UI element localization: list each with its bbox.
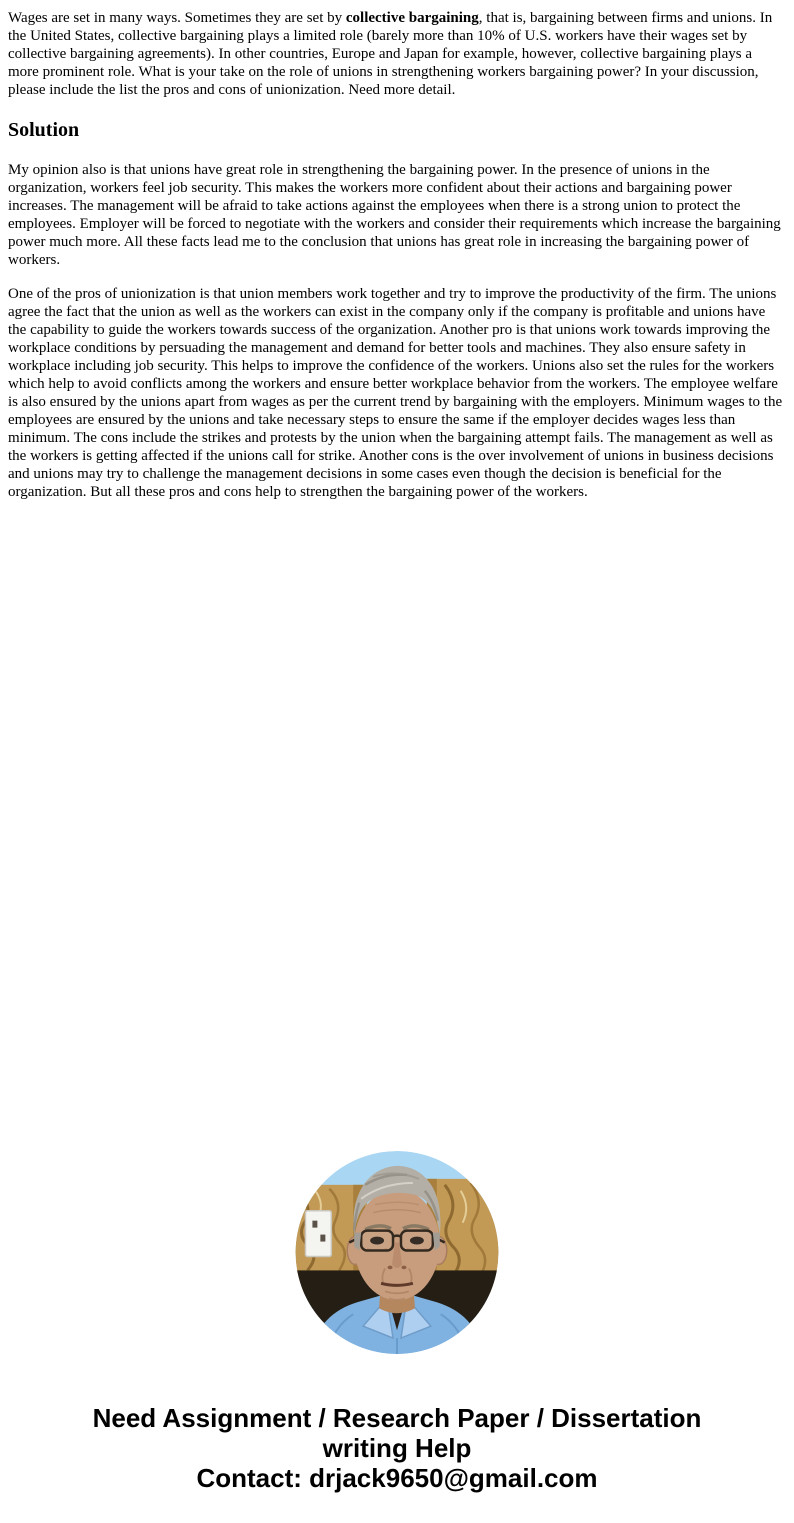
document-content — [8, 9, 784, 517]
solution-heading: Solution — [8, 119, 80, 141]
footer-heading-line-2: writing Help — [322, 1433, 472, 1463]
tutor-avatar — [296, 1151, 499, 1354]
footer-heading-line-1: Need Assignment / Research Paper / Dissertation — [92, 1403, 702, 1433]
question-text-part1: Wages are set in many ways. Sometimes they are set by — [8, 10, 346, 26]
question-text-part2: , that is, bargaining between firms and unions. In the United States, collective bargaining plays a limited role (barely more than 10% of U.S. workers have their wages set by collective bargaining agreements). In other countries, Europe and Japan for example, however, collective bargaining plays a more prominent role. What is your take on the role of unions in strengthening workers bargaining power? In your discussion, please include the list the pros and cons of unionization. Need more detail. — [8, 10, 773, 98]
tutor-photo-illustration — [296, 1151, 499, 1354]
question-bold-phrase: collective bargaining — [345, 10, 479, 26]
footer-contact-email: Contact: drjack9650@gmail.com — [196, 1463, 598, 1493]
solution-paragraph-1: My opinion also is that unions have great role in strengthening the bargaining power. In the presence of unions in the organization, workers feel job security. This makes the workers more confident about their actions and bargaining power increases. The management will be afraid to take actions against the employees when there is a strong union to protect the employees. Employer will be forced to negotiate with the workers and consider their requirements which increase the bargaining power much more. All these facts lead me to the conclusion that unions has great role in increasing the bargaining power of workers. — [8, 162, 781, 268]
question-paragraph — [8, 9, 784, 99]
solution-paragraph-2: One of the pros of unionization is that union members work together and try to improve the productivity of the firm. The unions agree the fact that the union as well as the workers can exist in the company only if the company is profitable and unions have the capability to guide the workers towards success of the organization. Another pro is that unions work towards improving the workplace conditions by persuading the management and demand for better tools and machines. They also ensure safety in workplace including job security. This helps to improve the confidence of the workers. Unions also set the rules for the workers which help to avoid conflicts among the workers and ensure better workplace behavior from the workers. The employee welfare is also ensured by the unions apart from wages as per the current trend by bargaining with the employers. Minimum wages to the employees are ensured by the unions and take necessary steps to ensure the same if the employer decides wages less than minimum. The cons include the strikes and protests by the union when the bargaining attempt fails. The management as well as the workers is getting affected if the unions call for strike. Another cons is the over involvement of unions in business decisions and unions may try to challenge the management decisions in some cases even though the decision is beneficial for the organization. But all these pros and cons help to strengthen the bargaining power of the workers. — [8, 286, 783, 500]
footer-promo — [0, 1403, 794, 1493]
